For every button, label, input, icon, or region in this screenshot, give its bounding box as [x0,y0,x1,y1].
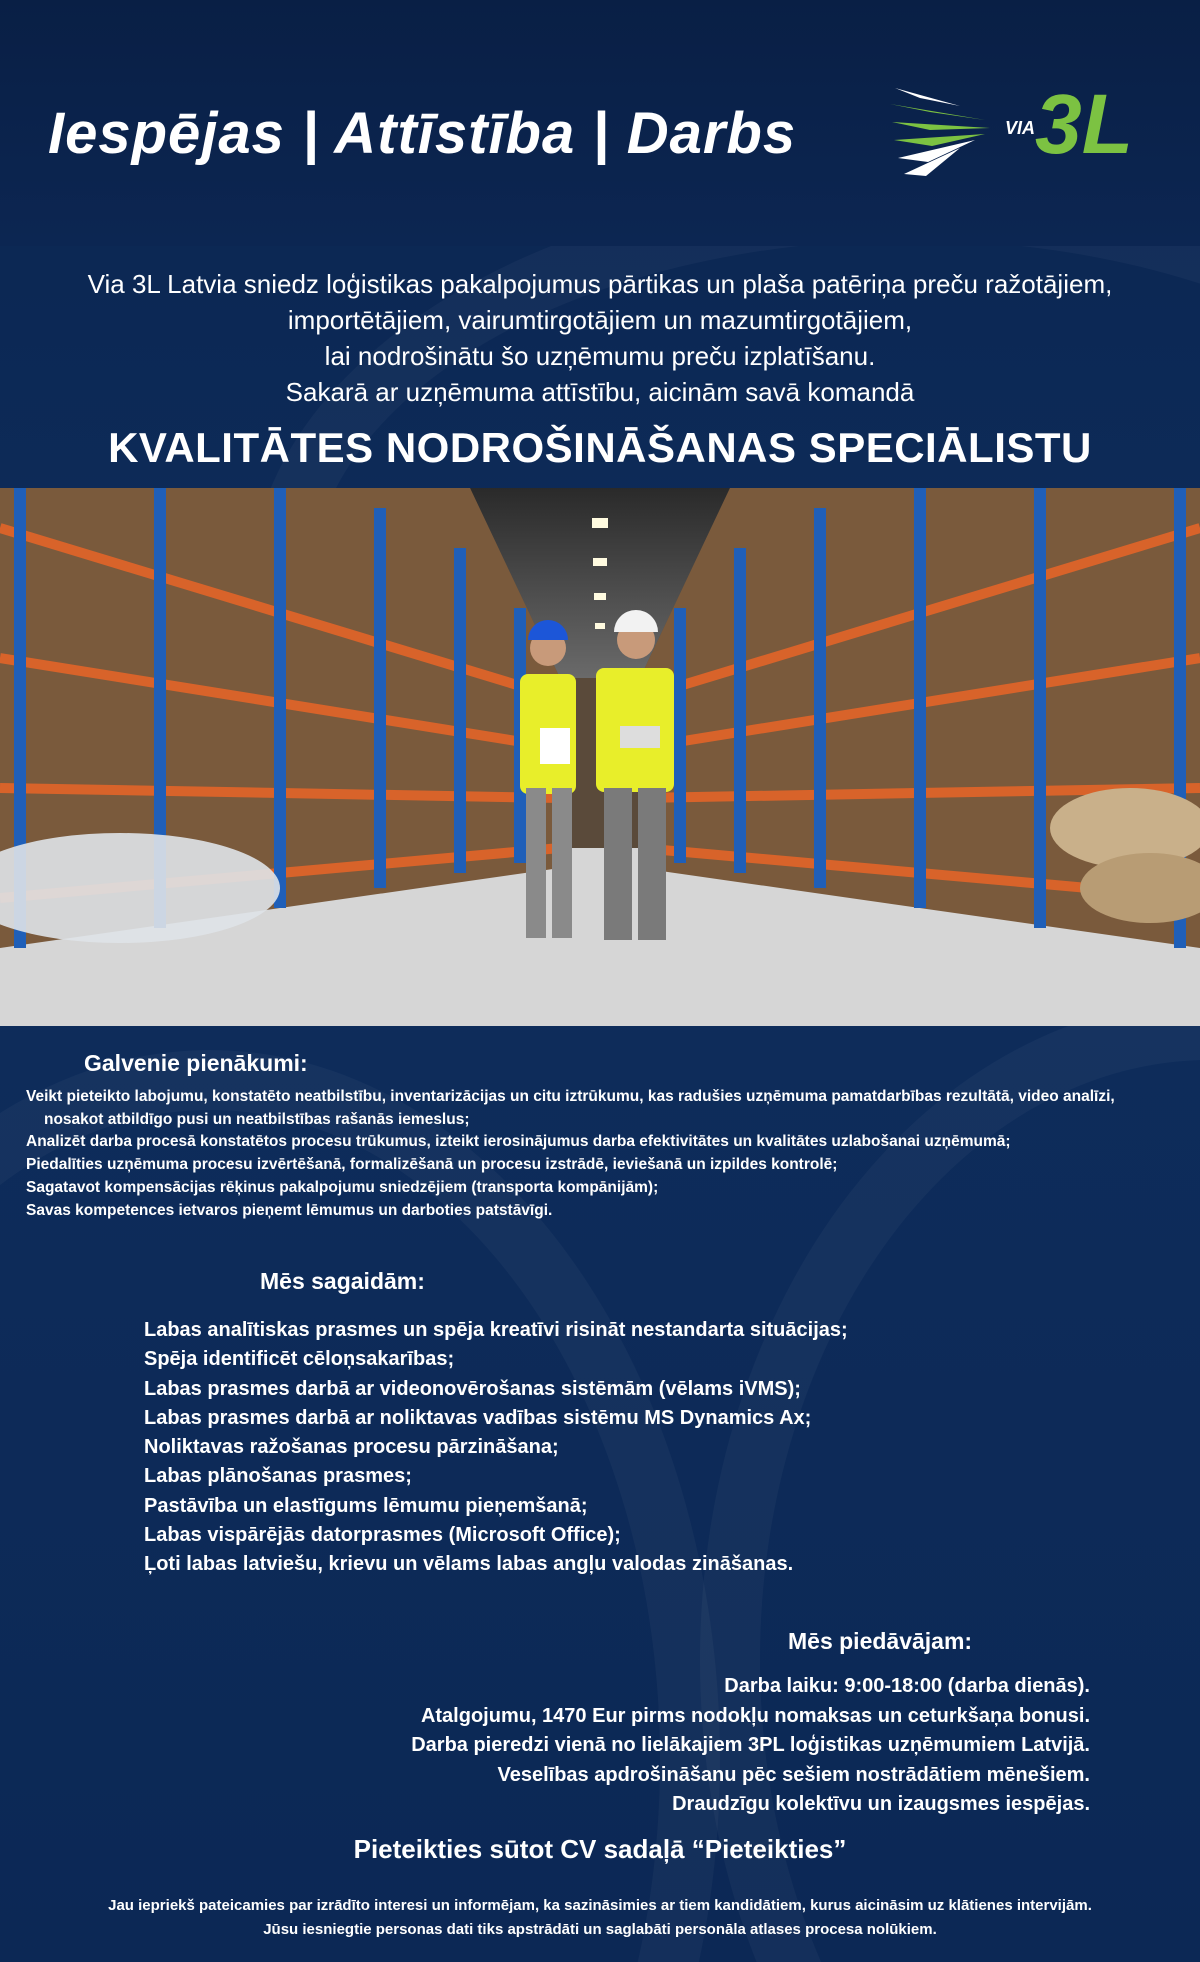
offer-item: Atalgojumu, 1470 Eur pirms nodokļu nomaksas un ceturkšaņa bonusi. [420,1704,1090,1727]
offer-item: Darba pieredzi vienā no lielākajiem 3PL loģistikas uzņēmumiem Latvijā. [411,1734,1090,1756]
logo-arrows-icon [890,78,1010,182]
offer-item: Draudzīgu kolektīvu un izaugsmes iespējas. [672,1793,1090,1815]
duty-item: Veikt pieteikto labojumu, konstatēto neatbilstību, inventarizācijas un citu iztrūkumu, kas radušies uzņēmuma pamatdarbības rezultātā, video analīzi, [26,1088,1115,1105]
duty-item: Sagatavot kompensācijas rēķinus pakalpojumu sniedzējiem (transporta kompānijām); [26,1178,659,1196]
requirement-item: Spēja identificēt cēloņsakarības; [144,1348,455,1371]
duty-item: Analizēt darba procesā konstatētos procesu trūkumus, izteikt ierosinājumus darba efektivitātes un kvalitātes uzlabošanai uzņēmumā; [26,1133,1011,1151]
position-title: KVALITĀTES NODROŠINĀŠANAS SPECIĀLISTU [108,424,1092,471]
requirement-item: Labas analītiskas prasmes un spēja kreatīvi risināt nestandarta situācijas; [144,1319,848,1341]
duty-item: Piedalīties uzņēmuma procesu izvērtēšanā, formalizēšanā un procesu izstrādē, ieviešanā un izpildes kontrolē; [26,1156,838,1174]
intro-line: Via 3L Latvia sniedz loģistikas pakalpojumus pārtikas un plaša patēriņa preču ražotājiem, [87,269,1113,299]
offers-title: Mēs piedāvājam: [788,1628,973,1654]
offers-list [411,1672,1090,1820]
intro-line: Sakarā ar uzņēmuma attīstību, aicinām savā komandā [285,377,915,407]
requirement-item: Labas vispārējās datorprasmes (Microsoft Office); [144,1524,621,1547]
intro-line: importētājiem, vairumtirgotājiem un mazumtirgotājiem, [287,305,913,335]
requirement-item: Pastāvība un elastīgums lēmumu pieņemšanā; [144,1494,588,1517]
duty-item-continuation: nosakot atbildīgo pusi un neatbilstības rašanās iemeslus; [44,1110,470,1128]
warehouse-illustration [0,488,1200,1026]
logo-via-text: VIA [1005,118,1036,138]
logo-3l-text: 3L [1035,77,1134,171]
intro-text [40,266,1160,410]
duties-list [26,1086,1186,1222]
footer-note [0,1894,1200,1942]
footer-line: Jau iepriekš pateicamies par izrādīto interesi un informējam, ka sazināsimies ar tiem kandidātiem, kurus aicināsim uz klātienes intervijām. [108,1897,1092,1914]
requirement-item: Labas prasmes darbā ar noliktavas vadības sistēmu MS Dynamics Ax; [144,1406,812,1429]
footer-line: Jūsu iesniegtie personas dati tiks apstrādāti un saglabāti personāla atlases procesa nolūkiem. [263,1921,937,1938]
duties-title: Galvenie pienākumi: [84,1050,308,1076]
requirement-item: Labas plānošanas prasmes; [144,1465,412,1488]
apply-call-to-action: Pieteikties sūtot CV sadaļā “Pieteikties” [353,1834,847,1864]
duty-item: Savas kompetences ietvaros pieņemt lēmumus un darboties patstāvīgi. [26,1201,553,1219]
requirements-list [144,1316,848,1580]
via3l-logo [890,78,1160,182]
warehouse-photo [0,488,1200,1026]
intro-line: lai nodrošinātu šo uzņēmumu preču izplatīšanu. [324,341,876,371]
header-band [0,0,1200,246]
headline: Iespējas | Attīstība | Darbs [48,101,797,166]
requirement-item: Ļoti labas latviešu, krievu un vēlams labas angļu valodas zināšanas. [144,1553,794,1576]
requirement-item: Noliktavas ražošanas procesu pārzināšana; [144,1436,559,1459]
offer-item: Veselības apdrošināšanu pēc sešiem nostrādātiem mēnešiem. [497,1763,1090,1786]
requirements-title: Mēs sagaidām: [260,1268,425,1294]
requirement-item: Labas prasmes darbā ar videonovērošanas sistēmām (vēlams iVMS); [144,1377,801,1400]
offer-item: Darba laiku: 9:00-18:00 (darba dienās). [724,1675,1090,1697]
